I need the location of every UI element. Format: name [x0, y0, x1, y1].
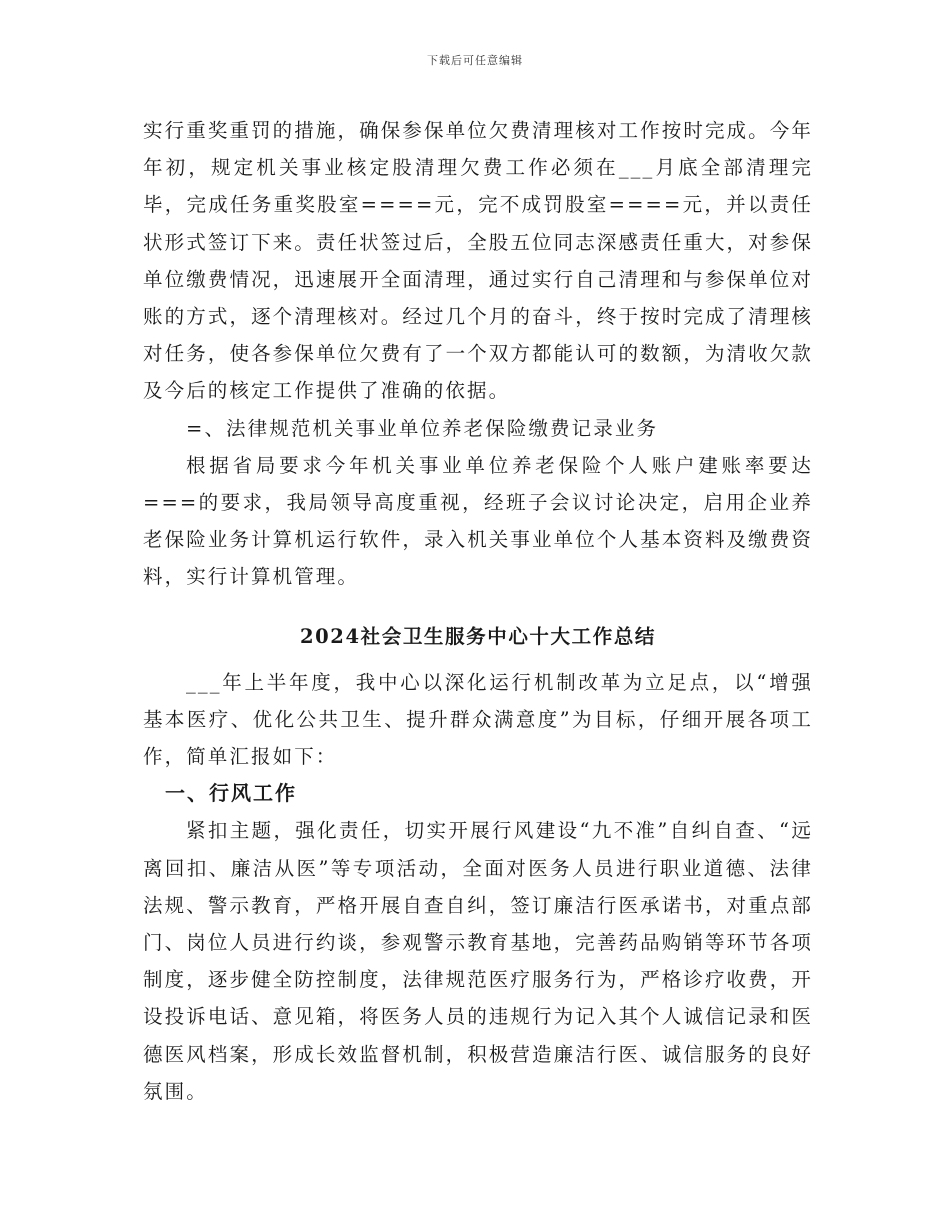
document-body	[143, 112, 813, 1110]
document-title: 2024社会卫生服务中心十大工作总结	[299, 624, 657, 648]
section-heading-pension-records: =、法律规范机关事业单位养老保险缴费记录业务	[186, 416, 659, 440]
paragraph-conduct-work: 紧扣主题，强化责任，切实开展行风建设“九不准”自纠自查、“远离回扣、廉洁从医”等专项活动，全面对医务人员进行职业道德、法律法规、警示教育，严格开展自查自纠，签订廉洁行医承诺书，对重点部门、岗位人员进行约谈，参观警示教育基地，完善药品购销等环节各项制度，逐步健全防控制度，法律规范医疗服务行为，严格诊疗收费，开设投诉电话、意见箱，将医务人员的违规行为记入其个人诚信记录和医德医风档案，形成长效监督机制，积极营造廉洁行医、诚信服务的良好氛围。	[143, 819, 813, 1103]
paragraph-penalty-measures: 实行重奖重罚的措施，确保参保单位欠费清理核对工作按时完成。今年年初，规定机关事业核定股清理欠费工作必须在___月底全部清理完毕，完成任务重奖股室====元，完不成罚股室====元，并以责任状形式签订下来。责任状签过后，全股五位同志深感责任重大，对参保单位缴费情况，迅速展开全面清理，通过实行自己清理和与参保单位对账的方式，逐个清理核对。经过几个月的奋斗，终于按时完成了清理核对任务，使各参保单位欠费有了一个双方都能认可的数额，为清收欠款及今后的核定工作提供了准确的依据。	[143, 119, 813, 403]
page-header: 下载后可任意编辑	[427, 54, 523, 67]
paragraph-intro: ___年上半年度，我中心以深化运行机制改革为立足点，以“增强基本医疗、优化公共卫生、提升群众满意度”为目标，仔细开展各项工作，简单汇报如下：	[143, 670, 813, 769]
paragraph-pension-accounts: 根据省局要求今年机关事业单位养老保险个人账户建账率要达===的要求，我局领导高度重视，经班子会议讨论决定，启用企业养老保险业务计算机运行软件，录入机关事业单位个人基本资料及缴费资料，实行计算机管理。	[143, 453, 813, 589]
section-heading-conduct: 一、行风工作	[165, 781, 297, 806]
